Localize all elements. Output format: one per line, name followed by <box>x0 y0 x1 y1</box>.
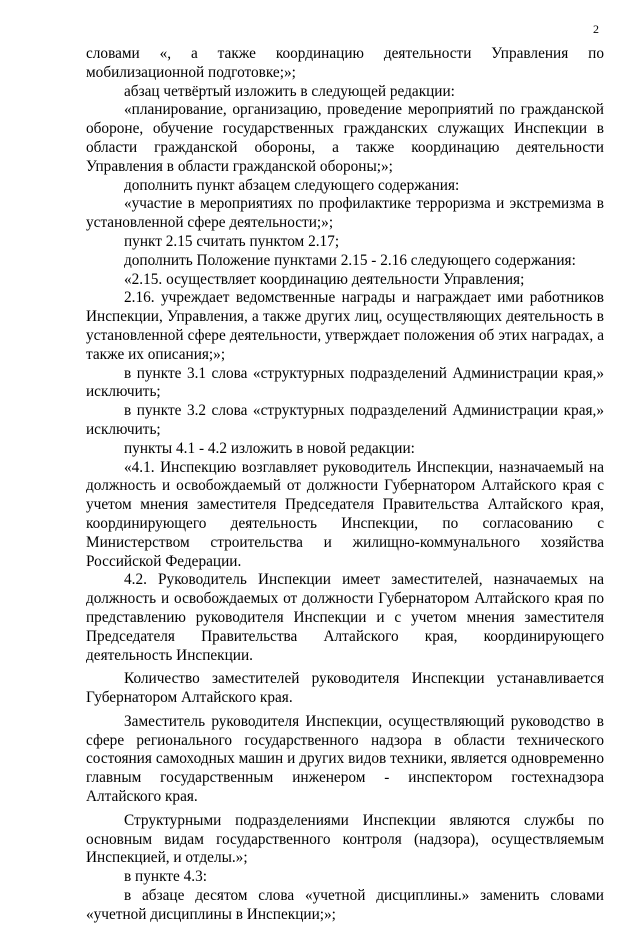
paragraph: в абзаце десятом слова «учетной дисциплины.» заменить словами «учетной дисциплины в Инспекции;»; <box>86 887 604 923</box>
page-number: 2 <box>593 22 599 36</box>
paragraph: пункты 4.1 - 4.2 изложить в новой редакции: <box>124 439 415 457</box>
paragraph: в пункте 4.3: <box>124 868 207 886</box>
paragraph: Заместитель руководителя Инспекции, осуществляющий руководство в сфере регионального государственного надзора в области технического состояния самоходных машин и других видов техники, является одновременно главным государственным инженером - инспектором гостехнадзора Алтайского края. <box>86 712 604 806</box>
paragraph: дополнить пункт абзацем следующего содержания: <box>124 176 460 194</box>
paragraph: «4.1. Инспекцию возглавляет руководитель Инспекции, назначаемый на должность и освобождаемый от должности Губернатором Алтайского края с учетом мнения заместителя Председателя Правительства Алтайского края, координирующего деятельность Инспекции, по согласованию с Министерством строительства и жилищно-коммунального хозяйства Российской Федерации. <box>86 458 604 570</box>
paragraph: пункт 2.15 считать пунктом 2.17; <box>124 232 340 250</box>
paragraph: словами «, а также координацию деятельности Управления по мобилизационной подготовке;»; <box>86 45 604 81</box>
paragraph: в пункте 3.1 слова «структурных подразделений Администрации края,» исключить; <box>86 364 604 401</box>
paragraph: 4.2. Руководитель Инспекции имеет заместителей, назначаемых на должность и освобождаемых от должности Губернатором Алтайского края по представлению руководителя Инспекции и с учетом мнения заместителя Председателя Правительства Алтайского края, координирующего деятельность Инспекции. <box>86 571 604 664</box>
paragraph: абзац четвёртый изложить в следующей редакции: <box>124 82 455 100</box>
document-body <box>86 45 604 925</box>
paragraph: «планирование, организацию, проведение мероприятий по гражданской обороне, обучение государственных гражданских служащих Инспекции в области гражданской обороны, а также координацию деятельности Управления в области гражданской обороны;»; <box>86 101 604 175</box>
paragraph: Количество заместителей руководителя Инспекции устанавливается Губернатором Алтайского края. <box>86 670 604 707</box>
paragraph: в пункте 3.2 слова «структурных подразделений Администрации края,» исключить; <box>86 402 604 438</box>
paragraph: Структурными подразделениями Инспекции являются службы по основным видам государственного контроля (надзора), осуществляемым Инспекцией, и отделы.»; <box>86 811 604 867</box>
paragraph: «2.15. осуществляет координацию деятельности Управления; <box>124 270 525 288</box>
paragraph: 2.16. учреждает ведомственные награды и награждает ими работников Инспекции, Управления, а также других лиц, осуществляющих деятельность в установленной сфере деятельности, утверждает положения об этих наградах, а также их описания;»; <box>86 289 604 363</box>
paragraph: дополнить Положение пунктами 2.15 - 2.16 следующего содержания: <box>124 251 576 269</box>
paragraph: «участие в мероприятиях по профилактике терроризма и экстремизма в установленной сфере деятельности;»; <box>86 195 604 232</box>
